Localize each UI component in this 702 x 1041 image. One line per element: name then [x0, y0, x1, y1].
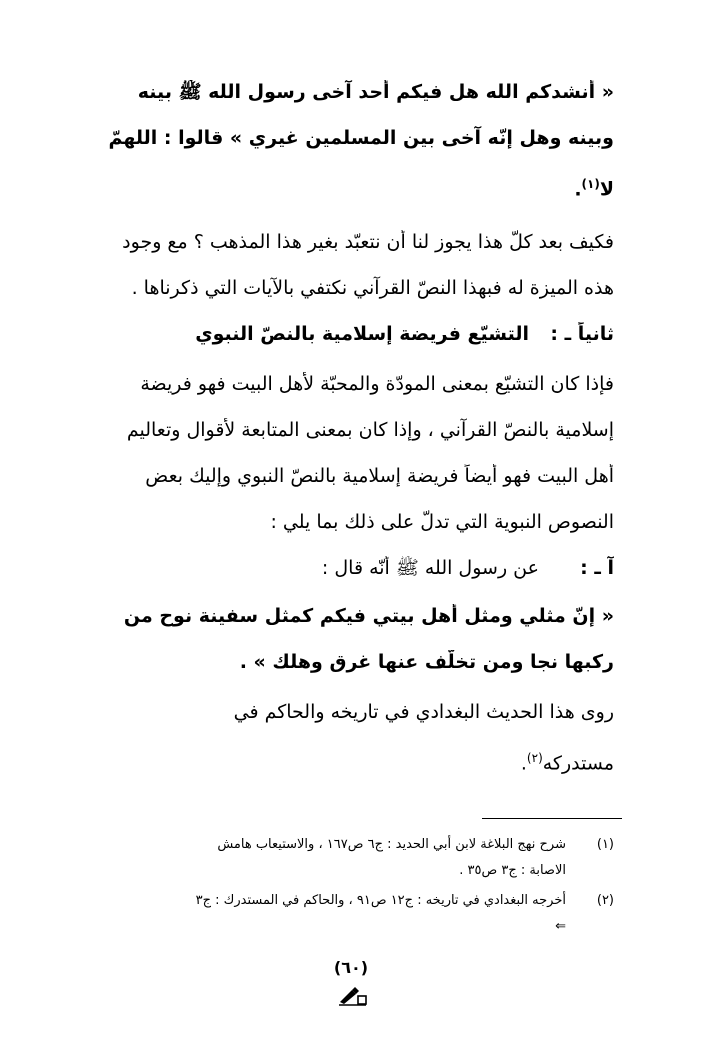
- footnote-2-number: (٢): [596, 893, 614, 908]
- pen-icon: [338, 984, 368, 1006]
- paragraph-1-line-2: هذه الميزة له فبهذا النصّ القرآني نكتفي بالآيات التي ذكرناها .: [131, 277, 614, 299]
- sub-item: [322, 556, 614, 580]
- paragraph-2-line-4: النصوص النبوية التي تدلّ على ذلك بما يلي :: [270, 511, 614, 533]
- footnote-ref-1[interactable]: (١): [581, 177, 600, 191]
- section-heading-text: التشيّع فريضة إسلامية بالنصّ النبوي: [195, 323, 529, 345]
- quote-line-1: « أُنشدكم الله هل فيكم أحد آخى رسول الله ﷺ بينه: [137, 81, 614, 103]
- hadith-line-2: ركبها نجا ومن تخلّف عنها غرق وهلك » .: [239, 651, 614, 673]
- sub-item-label: آ ـ :: [580, 557, 614, 579]
- footnote-1-line-2: الاصابة : ج٣ ص٣٥ .: [459, 863, 566, 878]
- footnote-divider: [482, 818, 622, 819]
- quote-line-3-end: .: [574, 178, 582, 201]
- narration-line-2-text: مستدركه: [542, 752, 614, 775]
- sub-item-text: عن رسول الله ﷺ أنّه قال :: [321, 557, 539, 579]
- quote-line-2: وبينه وهل إنّه آخى بين المسلمين غيري » قالوا : اللهمّ: [108, 127, 614, 149]
- narration-line-2: [521, 746, 614, 775]
- quote-line-3: [574, 172, 614, 201]
- footnote-2: [84, 890, 614, 912]
- footnote-2-line-1: أخرجه البغدادي في تاريخه : ج١٢ ص٩١ ، والحاكم في المستدرك : ج٣: [195, 893, 566, 908]
- paragraph-2-line-1: فإذا كان التشيّع بمعنى المودّة والمحبّة لأهل البيت فهو فريضة: [140, 373, 614, 395]
- page-number: (٦٠): [333, 958, 369, 977]
- footnote-1-line-1: شرح نهج البلاغة لابن أبي الحديد : ج٦ ص١٦٧ ، والاستيعاب هامش: [217, 837, 566, 852]
- footnote-1-number: (١): [596, 837, 614, 852]
- footnote-1: [84, 834, 614, 856]
- footnote-ref-2[interactable]: (٢): [526, 751, 543, 765]
- footnote-2-continuation-arrow: ⇐: [555, 919, 566, 934]
- paragraph-1-line-1: فكيف بعد كلّ هذا يجوز لنا أن نتعبّد بغير هذا المذهب ؟ مع وجود: [122, 231, 614, 253]
- narration-line-1: روى هذا الحديث البغدادي في تاريخه والحاكم في: [233, 701, 614, 723]
- hadith-line-1: « إنّ مثلي ومثل أهل بيتي فيكم كمثل سفينة نوح من: [123, 605, 614, 627]
- quote-line-3-text: لا: [599, 178, 614, 201]
- paragraph-2-line-3: أهل البيت فهو أيضاً فريضة إسلامية بالنصّ النبوي وإليك بعض: [145, 465, 614, 487]
- narration-line-2-end: .: [520, 752, 527, 775]
- section-heading-label: ثانياً ـ :: [550, 323, 614, 345]
- paragraph-2-line-2: إسلامية بالنصّ القرآني ، وإذا كان بمعنى المتابعة لأقوال وتعاليم: [126, 419, 614, 441]
- section-heading: [195, 322, 614, 346]
